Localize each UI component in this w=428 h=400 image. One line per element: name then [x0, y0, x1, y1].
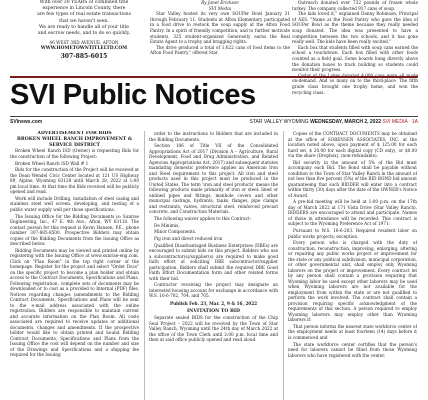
notice-paragraph: Broken Wheel Ranch ISD (Owner) is requesting Bids for the construction of the following Project:: [10, 148, 139, 159]
notice-paragraph: order to the instructions to Bidders that are included in the Bidding Documents.: [149, 131, 278, 142]
notice-paragraph: Copies of the CONTRACT DOCUMENTS may be obtained at the office of SORENSEN ASSOCIATES, INC. at the location noted above, upon payment of $ 125.00 for each hard set, $ 20.00 for each digital copy (CD only), or $0.00 via the share (Dropbox), (non-refundable).: [288, 131, 417, 158]
ad-line: With over 30 YEARS of combined title: [39, 0, 129, 5]
publish-dates: Publish Feb. 23, Mar. 2, 9 & 16, 2022: [169, 300, 258, 306]
byline-author: By Janet Erickson: [201, 0, 239, 5]
story-paragraph: Star Valley hosted its very own SOUPer Bowl January 31 through February 11. Students at Afton Elementary participated in a food drive to restock the soup supply at the Afton Food Pantry. In a spirit of friendly competition, and to further motivate students, 325 student-organized Generosity earns the Real Estate Agent to a trophy and bragging rights.: [150, 11, 290, 45]
notice-paragraph: A pre-bid meeting will be held at 1:00 p.m. on the 17th day of March 2022 at 171 Vista Drive (Star Valley Ranch). BIDDERS are encouraged to attend and participate. Names of those in attendance will be recorded. This contract is subject to the Wyoming Preference Act of 1971:: [288, 199, 417, 227]
notice-paragraph: Contractor receiving the project may designate an interested housing account for exchange in accordance with W.S. 16-6-702, 704, and 705.: [149, 282, 278, 299]
column-divider: [283, 131, 284, 400]
banner-top-rule: [10, 76, 418, 78]
notice-paragraph: The following waiver applies to this Contract:: [154, 215, 252, 221]
ad-phone: 307-885-6015: [60, 52, 108, 60]
notice-paragraph: Separate sealed BIDS for the construction of the Chip Seal Project – 2022 will be received by the Town of Star Valley Ranch, Wyoming until the 24th day of March 2022 at the office of the Town Clerk until 2:00 p.m. local time and then at said office publicly opened and read aloud.: [149, 315, 278, 343]
story-paragraph: The drive produced a total of 1,622 cans of food items to the Afton Food Pantry," offered Star: [150, 44, 290, 56]
dateline-date: WEDNESDAY, MARCH 2, 2022: [310, 119, 382, 125]
notice-paragraph: Qualified Disadvantaged Business Enterprises (DBEs) are encouraged to submit bids on this project. Bidders who use a subcontractor(s)/supplier(s) are required to make good faith effort at soliciting DBE subcontractor/supplier participation. Bidders shall submit the required DBE Good Faith Effort Documentation form and other related forms with their bid.: [149, 242, 278, 281]
notice-paragraph: Pursuant to W.S. 16-6-203. Required resident labor on public works projects; exception.: [288, 228, 417, 239]
notice-paragraph: Pig iron and direct reduced iron: [154, 235, 223, 241]
dateline: [250, 117, 419, 127]
dateline-section: SVI MEDIA · 1A: [381, 119, 418, 125]
column-divider: [144, 131, 145, 400]
notice-heading: ADVERTISEMENT FOR BIDS: [37, 131, 112, 136]
notice-paragraph: Broken Wheel Ranch ISD Wall # 1: [15, 160, 89, 166]
ad-line: experience in Lincoln County, there: [42, 6, 126, 12]
story-column-left: [150, 0, 290, 56]
notice-paragraph: De Minimis,: [154, 222, 180, 228]
notice-column-3: [288, 131, 417, 400]
title-company-ad: [24, 0, 144, 72]
ad-line: are few types of real estate transactions: [37, 12, 131, 18]
section-banner-title: SVI Public Notices: [10, 79, 256, 111]
notice-column-1: [10, 131, 139, 400]
notice-paragraph: Section 106 of Title VII of the Consolidated Appropriations Act of 2017 (Division A – Agriculture, Rural Development, Food and Drug Administration, and Related Agencies Appropriations Act, 2017) and subsequent statutes mandating domestic preference applies an American Iron and Steel requirement to this project. All iron and steel products used in this project must be produced in the United States. The term 'iron and steel products' means the following products made primarily of iron or steel: lined or unlined pipes and fittings, manhole covers and other municipal castings, hydrants, tanks, flanges, pipe clamps and restraints, valves, structural steel, reinforced precast concrete, and Construction Materials.: [149, 143, 278, 215]
story-paragraph: Each box that students filled with soup cans earned the school a touchdown. Each box filled with other foods counted as a field goal. Some boards hung directly above the donation boxes to track building so students could monitor their progress.: [292, 44, 418, 73]
story-column-right: [292, 0, 418, 95]
notice-paragraph: That person informs the nearest state workforce center of the employment needs at least fourteen (14) days before it is commenced and: [288, 323, 417, 340]
ad-line: We are ready to handle all of your title: [39, 24, 129, 30]
ad-line: and escrow needs, and to do so quickly.: [37, 31, 131, 37]
ad-line: that we haven't seen.: [59, 18, 109, 24]
story-paragraph: Outreach donated over 732 pounds of frozen whole turkey. The company collected 917 cans of soup.: [292, 0, 418, 11]
banner-footer: [10, 116, 418, 127]
story-paragraph: on-demand. And so many on to the third-place. The fifth grade class brought one trophy home, and won the recycling class.: [292, 78, 418, 95]
notice-paragraph: Bid security in the amount of 5% of the Bid must accompany each Bid. The Bond shall be payable without condition to the Town of Star Valley Ranch in the amount of not less than five percent (5%) of the BID BOND bid amount guaranteeing that such BIDDER will enter into a contract within thirty (30) days after the date of the OWNER's Notice of Award.: [288, 159, 417, 198]
dateline-location: STAR VALLEY WYOMING: [249, 119, 311, 125]
ad-website: WWW.HOMETOWNTITLELTD.COM: [40, 46, 128, 52]
notice-paragraph: The state workforce center certifies that the person's need for laborers cannot be filled from those Wyoming laborers who have registered with the center.: [288, 341, 417, 358]
notice-column-2: [149, 131, 278, 400]
story-paragraph: The kids loved it," explained Danny Robinson, Principal of AES. "Name at the Food Pantry who gave the idea of SOUPer Bowl as the theme because they really needed soup donated. The idea was presented to have a competition between the two schools, and it has gone really well. The kids have been really excited.": [292, 11, 418, 45]
notice-paragraph: Work will include Drilling, installation of steel casing and stainless steel well screen, developing, and testing of a public water supply well per those specifications.: [10, 195, 139, 212]
notice-paragraph: Bidding Documents may be viewed and printed online by registering with the Issuing Office at www.sunrise-eng.com. Click on "Plan Room" in the top right corner of the homepage. Register for the project and select "Order Docs" on the specific project to become a plan holder and obtain access to the Contract Documents, Specifications and Plans. Following registration, complete sets of documents may be downloaded or to cost as a provided to Internal (PDF) files. Notices regarding changes (amendments to the Bidding Contract Documents, Specifications and Plans will be sent to the e-mail address associated with the online registration. Bidders are responsible to maintain current and accurate information on the Plan Room. All costs associated are required to receive updates or additional documents, changes and amendments. If the prospective bidder would like to obtain printed and bound Bidding Contract Documents, Specifications and Plans from the Issuing Office the cost will depend on the number and size of the Drawings and Specifications and a shipping fee required for the Issuing: [10, 247, 139, 358]
notice-subheading: BROKEN WHEEL RANCH IMPROVEMENT & SERVICE DISTRICT: [17, 136, 132, 148]
notice-paragraph: Every person who is charged with the duty of construction, reconstruction, improving, enlarging, altering or repairing any public works project or improvement for the state or any political subdivision, municipal corporation, or other governmental unit, shall employ only Wyoming laborers on the project or improvement. Every contract let by any person shall contain a provision requiring that Wyoming labor be used except other laborers may be used when Wyoming laborers are not available for the employment from within the state or are not qualified to perform the work involved. The contract shall contain a provision requiring specific acknowledgment of the requirements of this section. A person required to employ Wyoming laborers may employ other than Wyoming laborers if:: [288, 240, 417, 323]
notice-paragraph: Bids for the construction of the Project will be received at the Dean Wendel Civic Center located at 121 US Highway 89, Alpine, Wyoming 83128 until March 28, 2022 at 1:00 pm local time. At that time the Bids received will be publicly opened and read.: [10, 167, 139, 195]
notices-columns: [10, 131, 418, 400]
ad-address: 46 WEST 3RD AVENUE, AFTON: [49, 40, 119, 46]
notice-paragraph: The Issuing Office for the Bidding Documents is: Sunrise Engineering, Inc., 47 E. 4th Ave., Afton, WY 83110. The contact person for this request is Kevin Hansen, P.E., phone number 307-885-8500. Prospective Bidders may obtain copies of the Bidding Documents from the Issuing Office as described below.: [10, 213, 139, 247]
notice-heading: INVITATION TO BID: [187, 309, 240, 315]
notice-paragraph: Minor Components,: [154, 229, 197, 235]
site-link[interactable]: SVInews.com: [10, 119, 43, 125]
byline-outlet: SVI Media: [208, 5, 232, 11]
